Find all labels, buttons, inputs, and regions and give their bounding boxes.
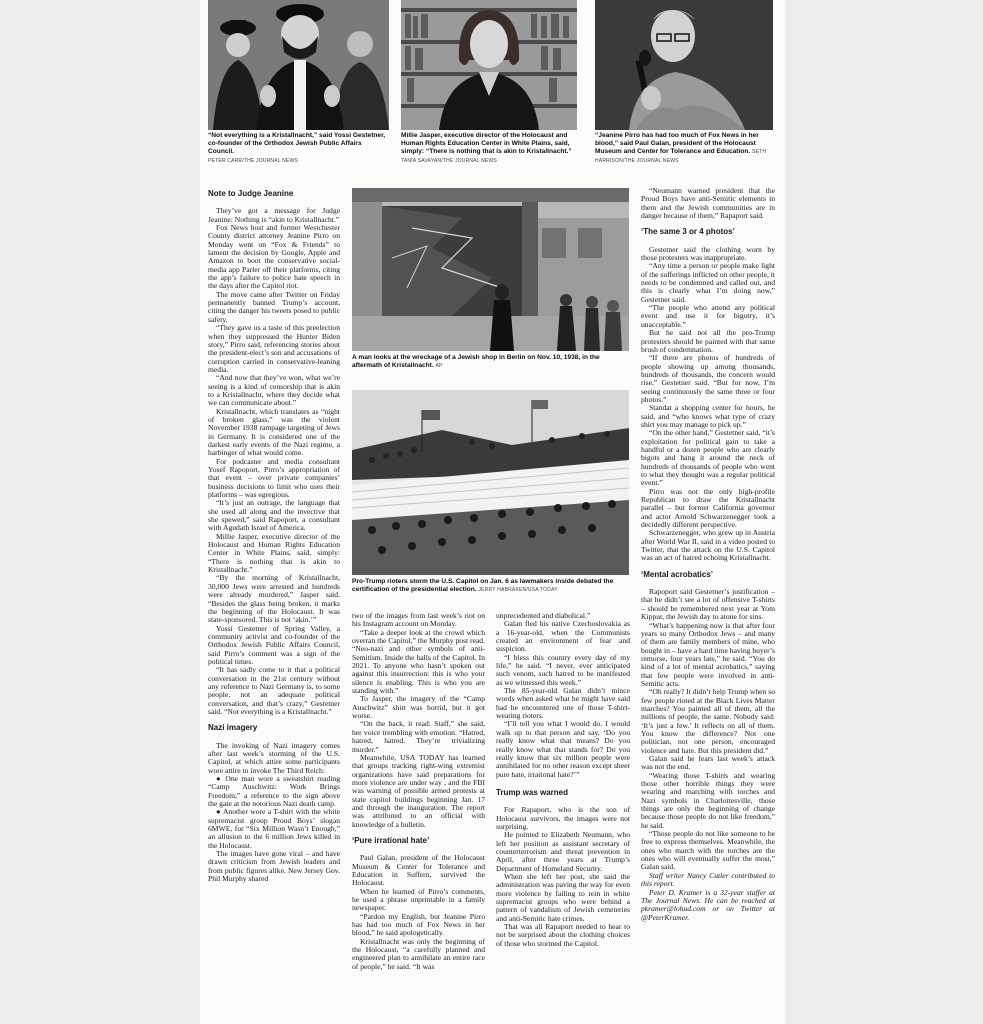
galan-image — [595, 0, 773, 130]
paragraph: To Jasper, the imagery of the “Camp Auschwitz” shirt was horrid, but it got worse. — [352, 694, 485, 721]
column-4 — [641, 187, 775, 1024]
paragraph: two of the images from last week’s riot on his Instagram account on Monday. — [352, 611, 485, 629]
photo-kristallnacht — [352, 188, 629, 351]
newspaper-page — [200, 0, 785, 1024]
paragraph: “Pardon my English, but Jeanine Pirro has had too much of Fox News in her blood,” he said apologetically. — [352, 911, 485, 938]
paragraph: “I’ll tell you what I would do. I would walk up to that person and say, ‘Do you really know what that means? Do you really know what that stands for? Do you really know that six million people were annihilated for no other reason except sheer pure hate, irrational hate?’” — [496, 719, 630, 779]
paragraph: Millie Jasper, executive director of the Holocaust and Human Rights Education Center in White Plains, said, simply: “There is nothing that is akin to Kristallnacht.” — [208, 531, 340, 575]
paragraph: Fox News host and former Westchester County district attorney Jeanine Pirro on Monday went on “Fox & Friends” to lament the decision by Google, Apple and Amazon to boot the conservative social-media app Parler off their platforms, citing the app’s failure to police hate speech in the days after the Capitol riot. — [208, 223, 340, 291]
paragraph: “It’s just an outrage, the language that she used all along and the invective that she spewed,” said Rapoport, a consultant with Agudath Israel of America. — [208, 498, 340, 533]
column-3 — [496, 612, 630, 1024]
paragraph: “On the other hand,” Gestetner said, “it’s exploitation for political gain to take a handful or a dozen people who are clearly bigots and hang it around the neck of hundreds of thousands of people who went to what they thought was a regular political event.” — [641, 428, 775, 488]
paragraph: They’ve got a message for Judge Jeanine: Nothing is “akin to Kristallnacht.” — [208, 206, 340, 224]
caption-galan — [595, 132, 776, 165]
paragraph: Kristallnacht was only the beginning of the Holocaust, “a carefully planned and engineered plan to annihilate an entire race of people,” he said. “It was — [352, 936, 485, 971]
bullet-item: ● Another wore a T-shirt with the white supremacist group Proud Boys’ slogan 6MWE, for “Six Million Wasn’t Enough,” an allusion to the 6 million Jews killed in the Holocaust. — [208, 807, 340, 850]
photo-credit: AP — [435, 363, 443, 370]
paragraph: “By the morning of Kristallnacht, 30,000 Jews were arrested and hundreds were already murdered,” Jasper said. “Besides the glass being broken, it marks the beginning of the Holocaust. It was state-sponsored. This is not ‘akin.’” — [208, 573, 340, 625]
caption-text: Millie Jasper, executive director of the Holocaust and Human Rights Education Center in White Plains, said, simply: “There is nothing that is akin to Kristallnacht.” — [401, 132, 572, 156]
column-1 — [208, 187, 340, 1024]
paragraph: The move came after Twitter on Friday permanently banned Trump’s account, citing the danger his tweets posed to public safety. — [208, 289, 340, 324]
caption-text: Pro-Trump rioters storm the U.S. Capitol on Jan. 6 as lawmakers inside debated the certification of the presidential election. — [352, 578, 614, 594]
caption-text: “Jeanine Pirro has had too much of Fox News in her blood,” said Paul Galan, president of the Holocaust Museum and Center for Tolerance and Education. — [595, 132, 759, 156]
caption-text: A man looks at the wreckage of a Jewish shop in Berlin on Nov. 10, 1938, in the aftermath of Kristallnacht. — [352, 354, 600, 370]
caption-gestetner — [208, 132, 389, 165]
paragraph: The invoking of Nazi imagery comes after last week’s storming of the U.S. Capitol, at which attire some participants wore attire to invoke The Third Reich: — [208, 740, 340, 775]
paragraph: Galan said he fears last week’s attack was not the end. — [641, 754, 775, 772]
paragraph: He pointed to Elizabeth Neumann, who left her position as assistant secretary of counterterrorism and threat prevention in April, after three years at Trump’s Department of Homeland Security. — [496, 830, 630, 873]
photo-credit: SETH HARRISON/THE JOURNAL NEWS — [595, 149, 767, 164]
subhead-mental-acrobatics: ‘Mental acrobatics’ — [641, 569, 714, 579]
author-bio: Peter D. Kramer is a 32-year staffer at The Journal News. He can be reached at pkramer@lohud.com or on Twitter at @PeterKramer. — [641, 887, 775, 922]
paragraph: “They gave us a taste of this preelection when they suppressed the Hunter Biden story,” Pirro said, referencing stories about the president-elect’s son and accusations of corruption carried in conservative-leaning media. — [208, 323, 340, 374]
photo-credit: JERRY HABRAKEN/USA TODAY — [478, 587, 558, 594]
paragraph: “And now that they’ve won, what we’re seeing is a kind of censorship that is akin to a Kristallnacht, where they decide what we can communicate about.” — [208, 373, 340, 408]
paragraph: unprecedented and diabolical.” — [496, 611, 591, 620]
paragraph: But he said not all the pro-Trump protesters should be painted with that same brush of condemnation. — [641, 328, 775, 354]
subhead-note-to-judge-jeanine: Note to Judge Jeanine — [208, 189, 294, 198]
subhead-nazi-imagery: Nazi imagery — [208, 723, 258, 733]
photo-galan — [595, 0, 773, 130]
caption-jasper — [401, 132, 579, 165]
paragraph: “Any time a person or people make light of the sufferings inflicted on other people, it needs to be condemned and called out, and this is clearly what I’m doing now,” Gestetner said. — [641, 261, 775, 304]
photo-gestetner — [208, 0, 389, 130]
photo-credit: TANIA SAVAYAN/THE JOURNAL NEWS — [401, 157, 497, 164]
paragraph: “I bless this country every day of my life,” he said. “I never, ever anticipated such venom, such hatred to be manifested as we witnessed this week.” — [496, 652, 630, 687]
paragraph: For Rapaport, who is the son of Holocaust survivors, the images were not surprising. — [496, 805, 630, 831]
subhead-pure-irrational-hate: ‘Pure irrational hate’ — [352, 835, 430, 845]
paragraph: The 85-year-old Galan didn’t mince words when asked what he might have said had he encountered one of those T-shirt-wearing rioters. — [496, 686, 630, 721]
contributor-note: Staff writer Nancy Cutler contributed to this report. — [641, 870, 775, 889]
paragraph: “Neumann warned president that the Proud Boys have anti-Semitic elements in them and the Jewish communities are in danger because of them,” Rapaport said. — [641, 186, 775, 221]
caption-text: “Not everything is a Kristallnacht,” said Yossi Gestetner, co-founder of the Orthodox Jewish Public Affairs Council. — [208, 132, 386, 156]
paragraph: When he learned of Pirro’s comments, he used a phrase unprintable in a family newspaper. — [352, 886, 485, 913]
paragraph: Meanwhile, USA TODAY has learned that groups tracking right-wing extremist organizations have said preparations for more violence are under way , and the FBI was warning of possible armed protests at state capitol buildings beginning Jan. 17 and through the inauguration. The report was attributed to an official with knowledge of a bulletin. — [352, 752, 485, 829]
photo-jasper — [401, 0, 577, 130]
gestetner-image — [208, 0, 389, 130]
paragraph: “On the back, it read: Staff,” she said, her voice trembling with emotion. “Hatred, hatred, hatred. They’re trivializing murder.” — [352, 719, 485, 754]
paragraph: That was all Rapaport needed to hear to not be surprised about the clothing choices of those who stormed the Capitol. — [496, 922, 630, 948]
kristallnacht-image — [352, 188, 629, 351]
caption-kristallnacht — [352, 354, 630, 370]
paragraph: For podcaster and media consultant Yosef Rapoport, Pirro’s appropriation of that event – over private companies’ business decisions to limit who uses their platforms – was egregious. — [208, 456, 340, 500]
subhead-same-3-or-4-photos: ‘The same 3 or 4 photos’ — [641, 227, 735, 237]
paragraph: Gestetner said the clothing worn by those protesters was inappropriate. — [641, 244, 775, 263]
capitol-riot-image — [352, 390, 629, 575]
paragraph: The images have gone viral – and have drawn criticism from Jewish leaders and from public figures alike. New Jersey Gov. Phil Murphy shared — [208, 849, 340, 884]
paragraph: “Wearing those T-shirts and wearing those other horrible things they were wearing and marching with torches and Nazi symbols in Charlottesville, those things are only the beginning of change because those people do not like freedom,” he said. — [641, 770, 775, 830]
paragraph: Galan fled his native Czechoslovakia as a 16-year-old, when the Communists created an environment of fear and suspicion. — [496, 619, 630, 654]
jasper-image — [401, 0, 577, 130]
paragraph: Kristallnacht, which translates as “night of broken glass,” was the violent November 1938 rampage targeting of Jews in Germany. It is considered one of the darkest early events of the Nazi regime, a harbinger of what would come. — [208, 406, 340, 458]
paragraph: Schwarzenegger, who grew up in Austria after World War II, said in a video posted to Twitter, that the attack on the U.S. Capitol was an act of hatred echoing Kristallnacht. — [641, 528, 775, 563]
paragraph: “Take a deeper look at the crowd which overran the Capitol,” the Murphy post read. “Neo-nazi and other symbols of anti-Semitism. Inside the halls of the Capitol. In 2021. To anyone who hasn’t spoken out against this insurrection: this is who your silence is enabling. This is who you are standing with.” — [352, 627, 485, 696]
paragraph: “The people who attend any political event and use it for bigotry, it’s unacceptable.” — [641, 303, 775, 329]
paragraph: Yossi Gestetner of Spring Valley, a community activist and co-founder of the Orthodox Jewish Public Affairs Council, said Pirro’s comment was a sign of the political times. — [208, 623, 340, 666]
paragraph: Rapoport said Gestetner’s justification – that he didn’t see a lot of offensive T-shirts – should be remembered next year at Yom Kippur, the Jewish day to atone for sins. — [641, 587, 775, 622]
column-2 — [352, 612, 485, 1024]
bullet-item: ● One man wore a sweatshirt reading “Camp Auschwitz: Work Brings Freedom,” a reference to the sign above the gate at the notorious Nazi death camp. — [208, 774, 340, 809]
paragraph: Pirro was not the only high-profile Republican to draw the Kristallnacht parallel – but former California governor and actor Arnold Schwarzenegger took a decidedly different perspective. — [641, 486, 775, 530]
paragraph: “It has sadly come to it that a political conversation in the 21st century without any reference to Nazi Germany is, to some people, not an adequate political conversation, and that’s crazy,” Gestetner said. “Not everything is a Kristallnacht.” — [208, 665, 340, 716]
paragraph: “If there are photos of hundreds of people showing up among thousands, hundreds of thousands, the concern would rise,” Gestetner said. “But for now, I’m seeing continuously the same three or four photos.” — [641, 353, 775, 404]
subhead-trump-was-warned: Trump was warned — [496, 787, 569, 797]
paragraph: “Oh really? It didn’t help Trump when so few people rioted at the Black Lives Matter marches? You painted all of them, all the millions of people, the same. Nobody said: ‘It’s just a few.’ It reflects on all of them. You know the difference? Not one politician, not one person, encouraged violence and hate. But this president did.” — [641, 687, 775, 755]
caption-capitol-riot — [352, 578, 630, 594]
paragraph: Standat a shopping center for hours, he said, and “who knows what type of crazy shirt you may manage to pick up.” — [641, 403, 775, 429]
photo-credit: PETER CARR/THE JOURNAL NEWS — [208, 157, 298, 164]
paragraph: “What’s happening now is that after four years so many Orthodox Jews – and many of them are family members of mine, who bought in – have a hard time having buyer’s remorse, four years late,” he said. “You do kind of a lot of mental acrobatics,” saying that few people were involved in anti-Semitic acts. — [641, 620, 775, 688]
paragraph: When she left her post, she said the administration was paving the way for even more violence by failing to rein in white supremacist groups who were behind a pattern of vandalism of Jewish cemeteries and anti-Semitic hate crimes. — [496, 871, 630, 923]
paragraph: Paul Galan, president of the Holocaust Museum & Center for Tolerance and Education in Suffern, survived the Holocaust. — [352, 853, 485, 888]
photo-capitol-riot — [352, 390, 629, 575]
paragraph: “Those people do not like someone to be free to express themselves. Meanwhile, the ones who march with the torches are the ones who will eventually suffer the most,” Galan said. — [641, 829, 775, 872]
